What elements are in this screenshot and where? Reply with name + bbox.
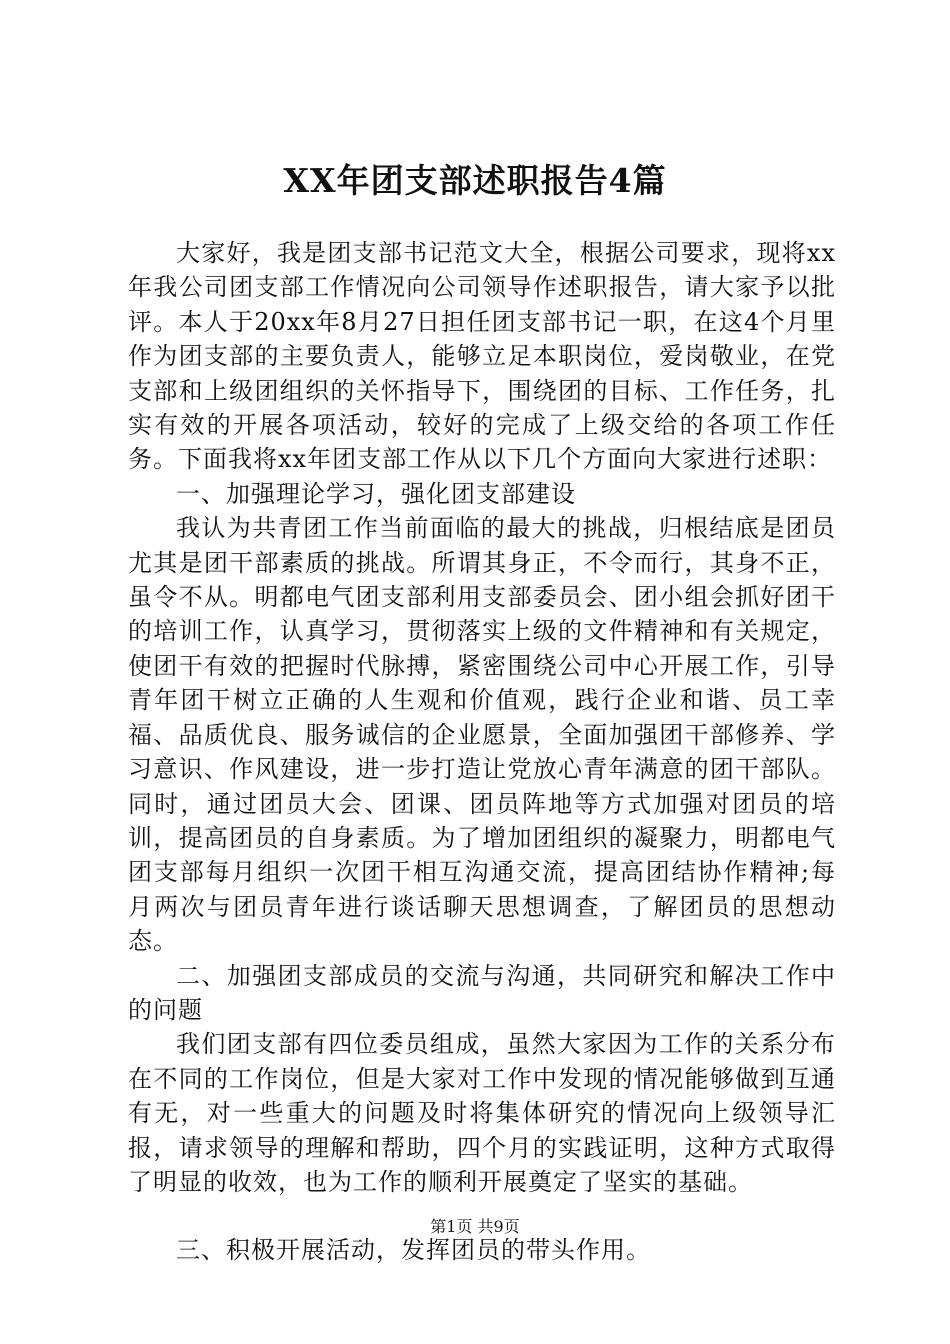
document-body xyxy=(128,236,836,1268)
paragraph-section-1: 我认为共青团工作当前面临的最大的挑战，归根结底是团员尤其是团干部素质的挑战。所谓其身正，不令而行，其身不正，虽令不从。明都电气团支部利用支部委员会、团小组会抓好团干的培训工作，认真学习，贯彻落实上级的文件精神和有关规定，使团干有效的把握时代脉搏，紧密围绕公司中心开展工作，引导青年团干树立正确的人生观和价值观，践行企业和谐、员工幸福、品质优良、服务诚信的企业愿景，全面加强团干部修养、学习意识、作风建设，进一步打造让党放心青年满意的团干部队。同时，通过团员大会、团课、团员阵地等方式加强对团员的培训，提高团员的自身素质。为了增加团组织的凝聚力，明都电气团支部每月组织一次团干相互沟通交流，提高团结协作精神;每月两次与团员青年进行谈话聊天思想调查，了解团员的思想动态。 xyxy=(128,514,836,956)
document-title: XX年团支部述职报告4篇 xyxy=(283,161,667,200)
page-footer: 第1页 共9页 xyxy=(430,1217,520,1236)
paragraph-section-2: 我们团支部有四位委员组成，虽然大家因为工作的关系分布在不同的工作岗位，但是大家对工作中发现的情况能够做到互通有无，对一些重大的问题及时将集体研究的情况向上级领导汇报，请求领导的理解和帮助，四个月的实践证明，这种方式取得了明显的收效，也为工作的顺利开展奠定了坚实的基础。 xyxy=(128,1030,836,1196)
paragraph-intro: 大家好，我是团支部书记范文大全，根据公司要求，现将xx年我公司团支部工作情况向公司领导作述职报告，请大家予以批评。本人于20xx年8月27日担任团支部书记一职，在这4个月里作为团支部的主要负责人，能够立足本职岗位，爱岗敬业，在党支部和上级团组织的关怀指导下，围绕团的目标、工作任务，扎实有效的开展各项活动，较好的完成了上级交给的各项工作任务。下面我将xx年团支部工作从以下几个方面向大家进行述职： xyxy=(128,239,836,474)
section-heading-2: 二、加强团支部成员的交流与沟通，共同研究和解决工作中的问题 xyxy=(128,961,836,1024)
section-heading-1: 一、加强理论学习，强化团支部建设 xyxy=(176,479,576,508)
section-heading-3: 三、积极开展活动，发挥团员的带头作用。 xyxy=(176,1236,651,1265)
